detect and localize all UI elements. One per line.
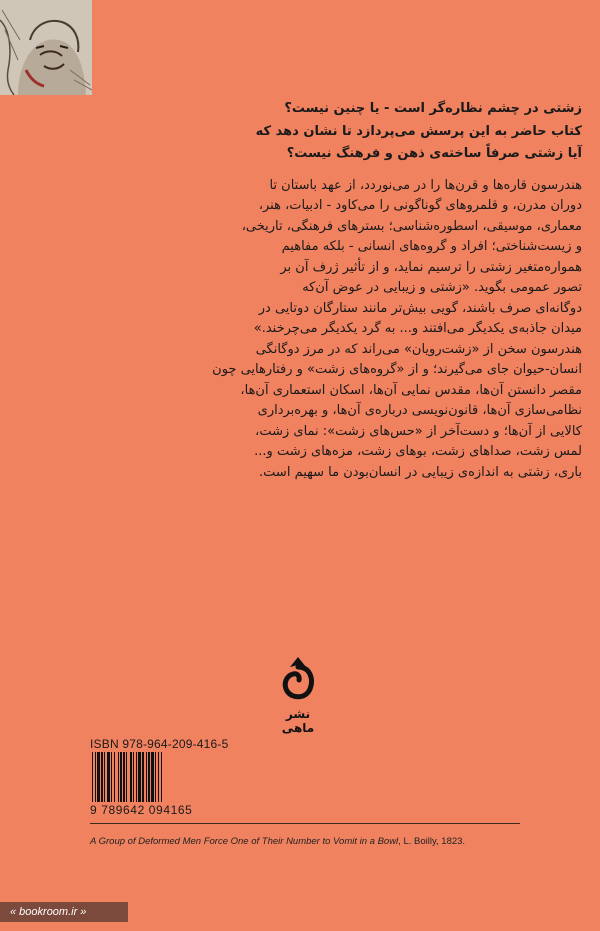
barcode-bar [123, 752, 125, 802]
blurb-line: آیا زشتی صرفاً ساخته‌ی ذهن و فرهنگ نیست؟ [286, 146, 582, 161]
site-watermark-text: « bookroom.ir » [10, 906, 87, 918]
cover-artwork [0, 0, 92, 95]
blurb-line: مقصر دانستن آن‌ها، مقدس نمایی آن‌ها، اسکان استعماری آن‌ها، [240, 382, 582, 398]
blurb-line: زشتی در چشم نظاره‌گر است - یا چنین نیست؟ [284, 101, 582, 116]
barcode-bar [158, 752, 159, 802]
blurb-line: هندرسون قاره‌ها و قرن‌ها را در می‌نوردد، از عهد باستان تا [269, 177, 582, 193]
blurb-question [128, 98, 582, 166]
barcode-bar [161, 752, 162, 802]
isbn-label: ISBN 978-964-209-416-5 [90, 737, 229, 751]
artwork-caption-title: A Group of Deformed Men Force One of Their Number to Vomit in a Bowl [90, 836, 399, 847]
barcode-bar [130, 752, 132, 802]
barcode-digits: 9 789642 094165 [90, 803, 193, 817]
barcode-bar [136, 752, 137, 802]
publisher-name: نشر ماهی [281, 707, 315, 735]
artwork-caption-credit: , L. Boilly, 1823. [398, 836, 466, 847]
barcode-bar [101, 752, 103, 802]
blurb-line: میدان جاذبه‌ی یکدیگر می‌افتند و... به گرد یکدیگر می‌چرخند.» [253, 321, 582, 336]
barcode-bar [126, 752, 127, 802]
barcode-bar [104, 752, 105, 802]
barcode-bar [133, 752, 134, 802]
fish-logo-icon [278, 655, 318, 701]
barcode-bar [114, 752, 115, 802]
barcode-bar [146, 752, 147, 802]
artwork-caption [90, 836, 570, 847]
blurb-line: لمس زشت، صداهای زشت، بوهای زشت، مزه‌های زشت و... [254, 444, 582, 459]
barcode-bar [118, 752, 119, 802]
barcode-bar [97, 752, 100, 802]
blurb-line: کالایی از آن‌ها؛ و دست‌آخر از «حس‌های زشت»: نمای زشت، [255, 423, 582, 439]
barcode [90, 752, 202, 802]
barcode-bar [95, 752, 96, 802]
blurb-line: انسان-حیوان جای می‌گیرند؛ و از «گروه‌های زشت» و رفتارهایی چون [212, 362, 582, 377]
divider-line [90, 823, 520, 824]
barcode-bar [142, 752, 144, 802]
barcode-bar [92, 752, 93, 802]
publisher-logo [273, 655, 323, 735]
site-watermark [0, 902, 128, 922]
barcode-bar [120, 752, 122, 802]
barcode-bar [155, 752, 156, 802]
barcode-bars [90, 752, 202, 802]
blurb-line: هندرسون سخن از «زشت‌رویان» می‌راند که در مرز دوگانگی [255, 341, 582, 357]
blurb-line: معماری، موسیقی، اسطوره‌شناسی؛ بسترهای فرهنگی، تاریخی، [241, 218, 582, 234]
blurb-line: تصور عمومی بگوید. «زشتی و زیبایی در عوض آن‌که [302, 280, 582, 295]
barcode-bar [138, 752, 141, 802]
barcode-bar [107, 752, 110, 802]
blurb-line: باری، زشتی به اندازه‌ی زیبایی در انسان‌بودن ما سهیم است. [259, 464, 582, 480]
engraving-fragment-image [0, 0, 92, 95]
barcode-bar [148, 752, 150, 802]
blurb-line: دوران مدرن، و قلمروهای گوناگونی را می‌کاود - ادبیات، هنر، [258, 198, 582, 213]
blurb-line: دوگانه‌ای صرف باشند، گویی بیش‌تر مانند ستارگان دوتایی در [258, 300, 582, 316]
blurb-line: و زیست‌شناختی؛ افراد و گروه‌های انسانی - بلکه مفاهیم [281, 239, 582, 254]
blurb-line: نظامی‌سازی آن‌ها، قانون‌نویسی درباره‌ی آن‌ها، و بهره‌برداری [257, 403, 582, 418]
blurb-line: همواره‌متغیر زشتی را ترسیم نماید، و از تأثیر ژرف آن بر [280, 259, 582, 275]
barcode-bar [151, 752, 154, 802]
blurb-line: کتاب حاضر به این پرسش می‌پردازد تا نشان دهد که [255, 123, 582, 139]
barcode-bar [111, 752, 112, 802]
back-cover-blurb [128, 98, 582, 483]
